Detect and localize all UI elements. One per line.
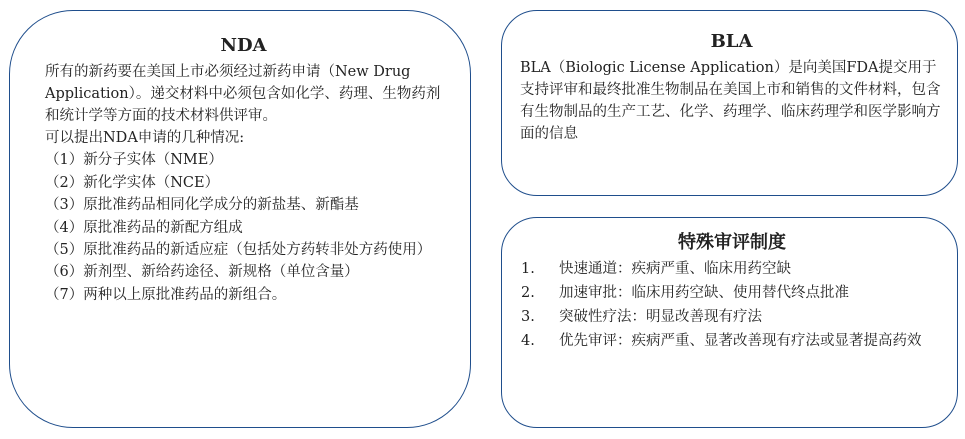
nda-intro: 所有的新药要在美国上市必须经过新药申请（New Drug Application）。递交材料中必须包含如化学、药理、生物药剂和统计学等方面的技术材料供评审。 — [45, 64, 441, 124]
nda-title: NDA — [220, 35, 267, 56]
special-review-list — [521, 258, 943, 353]
item-number: 3. — [521, 309, 535, 325]
special-review-item — [521, 330, 943, 353]
item-text: 快速通道：疾病严重、临床用药空缺 — [559, 261, 791, 277]
item-number: 2. — [521, 285, 535, 301]
nda-case-item: （4）原批准药品的新配方组成 — [45, 219, 243, 236]
special-review-title: 特殊审评制度 — [678, 232, 786, 253]
item-number: 4. — [521, 333, 535, 349]
nda-case-item: （2）新化学实体（NCE） — [45, 174, 220, 191]
item-text: 突破性疗法：明显改善现有疗法 — [559, 309, 762, 325]
special-review-item — [521, 282, 943, 305]
special-review-item — [521, 258, 943, 281]
special-review-box — [501, 217, 958, 428]
bla-description: BLA（Biologic License Application）是向美国FDA提交用于支持评审和最终批准生物制品在美国上市和销售的文件材料，包含有生物制品的生产工艺、化学、药理学、临床药理学和医学影响方面的信息 — [520, 60, 941, 142]
special-review-item — [521, 306, 943, 329]
item-text: 优先审评：疾病严重、显著改善现有疗法或显著提高药效 — [559, 333, 922, 349]
nda-case-item: （6）新剂型、新给药途径、新规格（单位含量） — [45, 264, 359, 281]
nda-case-item: （3）原批准药品相同化学成分的新盐基、新酯基 — [45, 197, 359, 214]
bla-box — [501, 10, 958, 196]
item-text: 加速审批：临床用药空缺、使用替代终点批准 — [559, 285, 849, 301]
bla-title: BLA — [710, 31, 753, 52]
nda-case-item: （1）新分子实体（NME） — [45, 152, 223, 169]
nda-case-item: （7）两种以上原批准药品的新组合。 — [45, 286, 287, 303]
item-number: 1. — [521, 261, 535, 277]
nda-cases-heading: 可以提出NDA申请的几种情况: — [45, 130, 245, 146]
nda-case-item: （5）原批准药品的新适应症（包括处方药转非处方药使用） — [45, 242, 432, 259]
nda-box — [9, 10, 471, 428]
